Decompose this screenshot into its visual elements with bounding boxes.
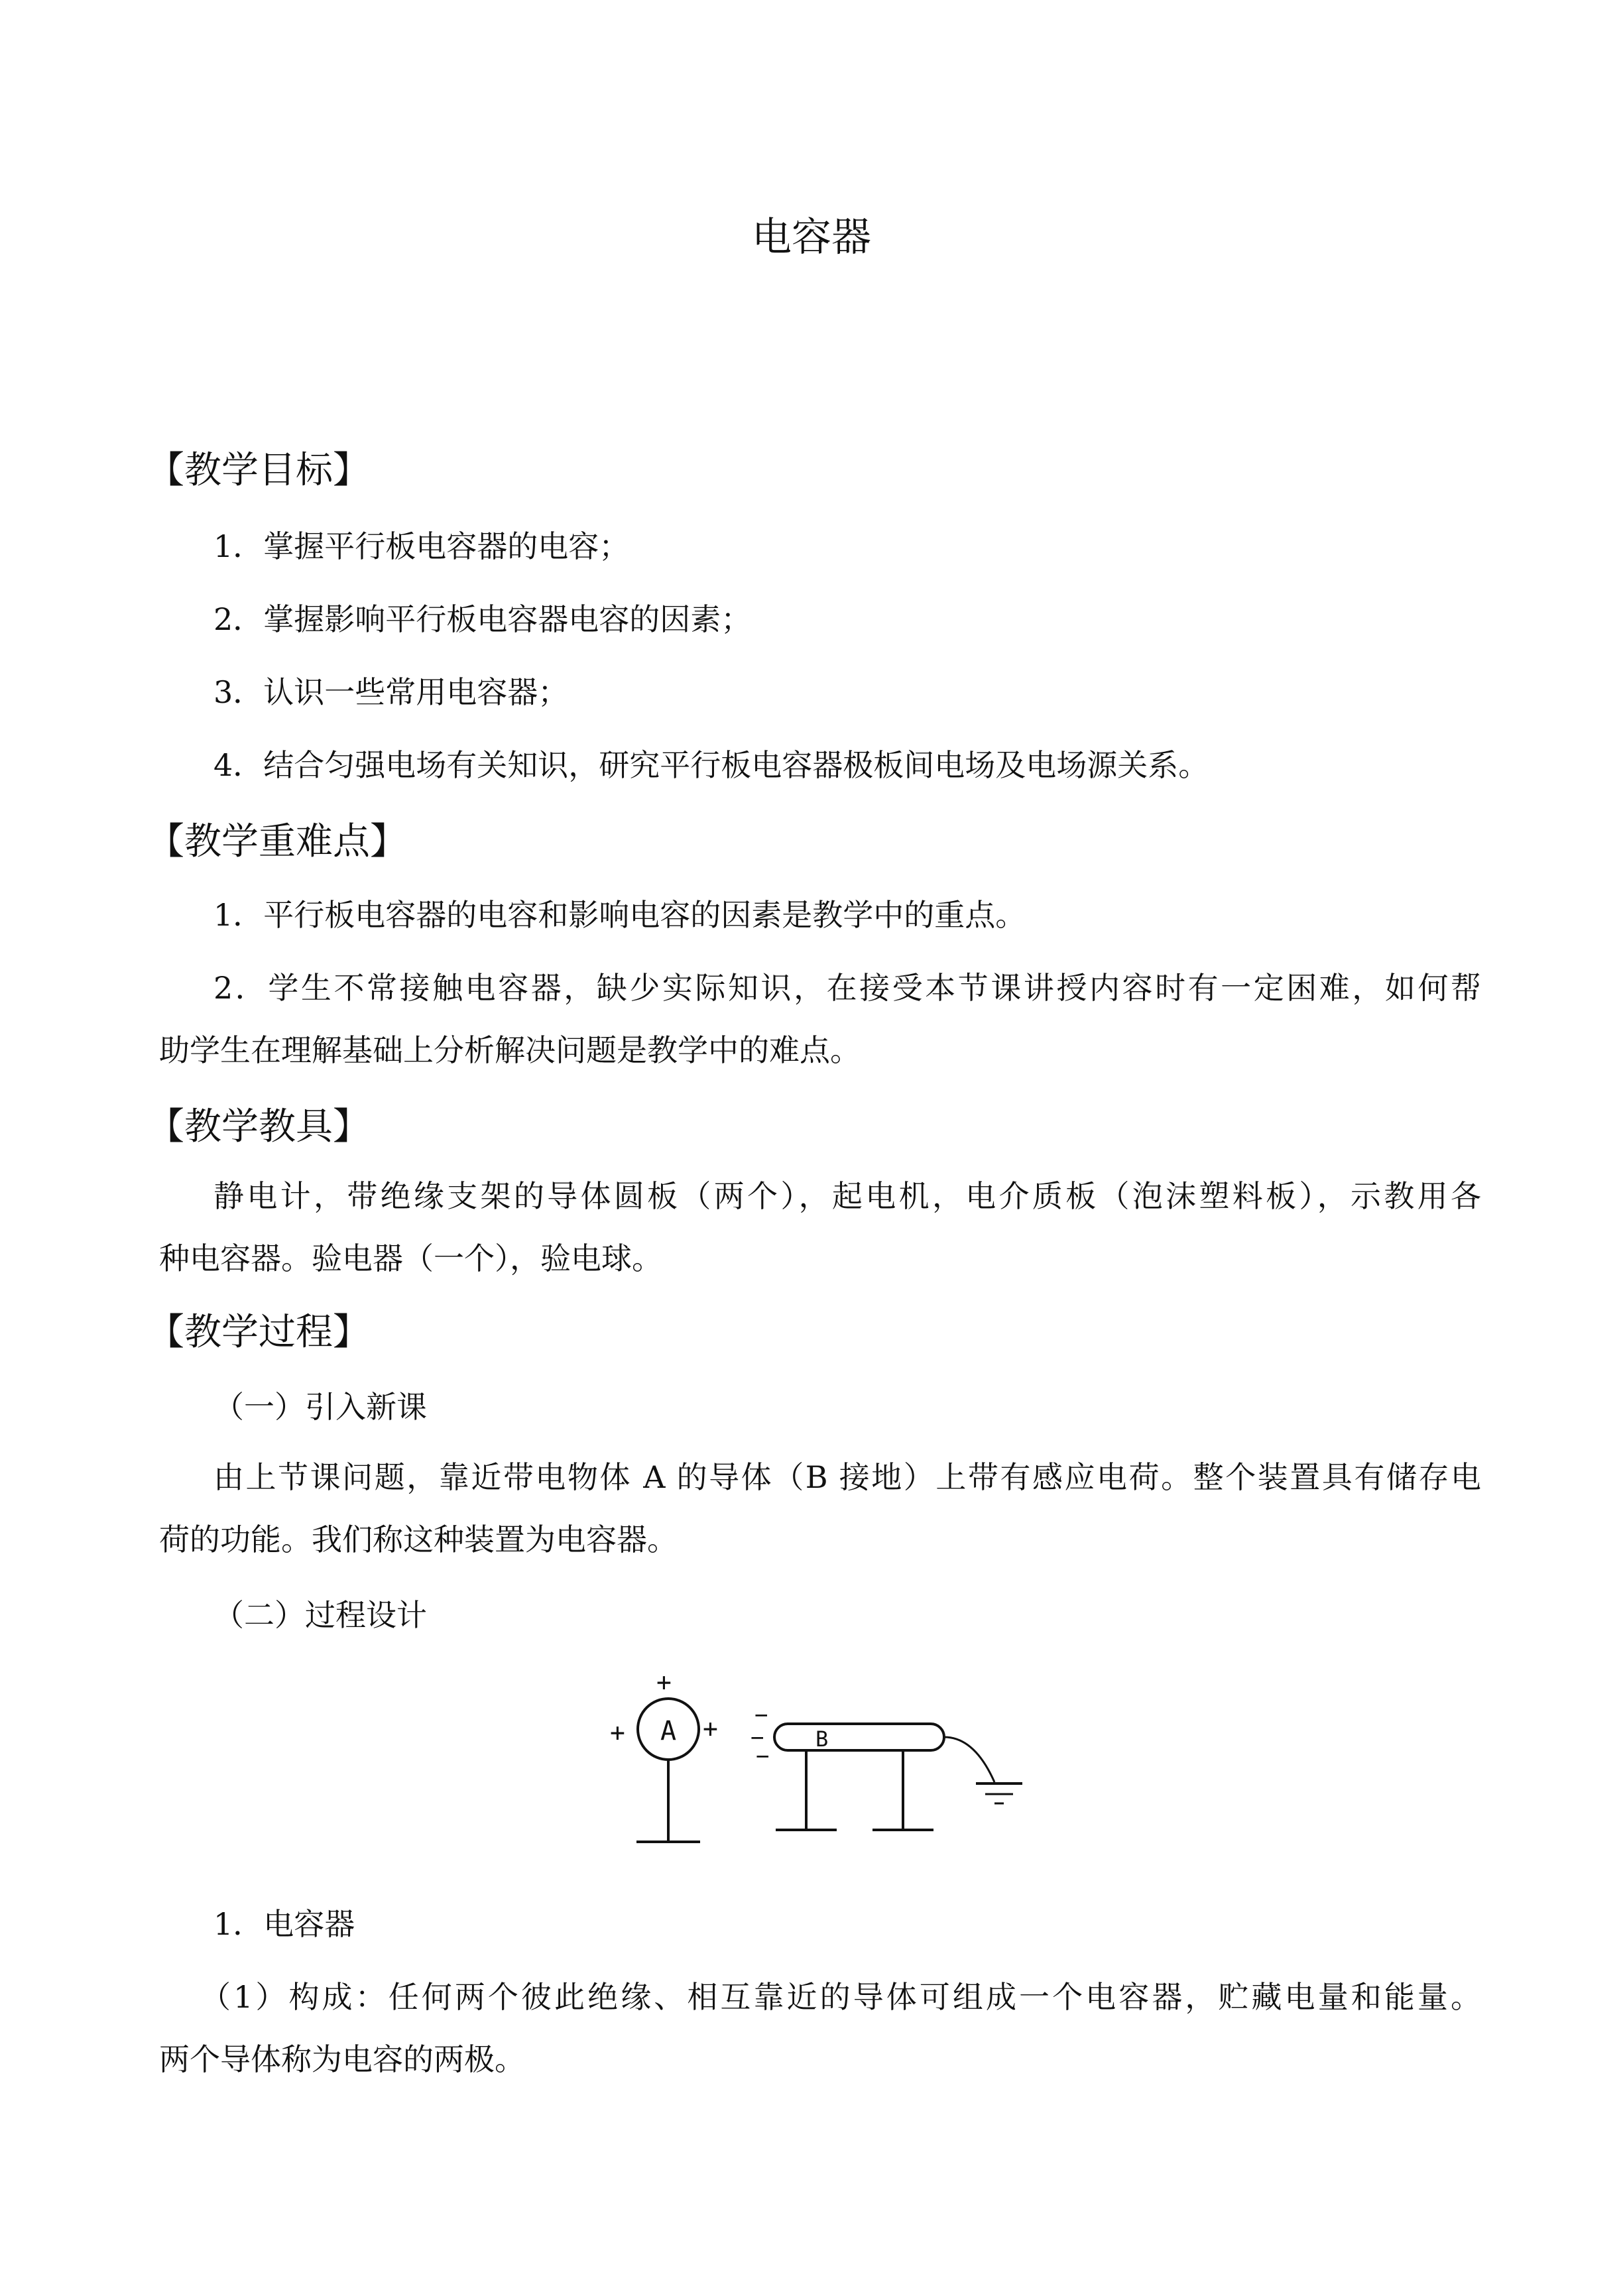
key-point-item: 2．学生不常接触电容器，缺少实际知识，在接受本节课讲授内容时有一定困难，如何帮 xyxy=(213,970,1481,1006)
section-heading-process: 【教学过程】 xyxy=(147,1311,370,1354)
minus-sign-bottom: − xyxy=(756,1743,770,1770)
label-b: B xyxy=(815,1726,829,1752)
plus-sign-left: + xyxy=(610,1718,625,1747)
key-point-item-continued: 助学生在理解基础上分析解决问题是教学中的难点。 xyxy=(159,1032,861,1068)
section-heading-key-points: 【教学重难点】 xyxy=(147,820,407,863)
tools-text: 静电计，带绝缘支架的导体圆板（两个），起电机，电介质板（泡沫塑料板），示教用各 xyxy=(213,1178,1481,1214)
label-a: A xyxy=(660,1716,677,1746)
tools-text-continued: 种电容器。验电器（一个），验电球。 xyxy=(159,1240,662,1276)
minus-sign-top: − xyxy=(754,1702,768,1728)
point-capacitor: 1．电容器 xyxy=(213,1906,355,1942)
induction-figure xyxy=(597,1671,1061,1856)
objective-item: 2．掌握影响平行板电容器电容的因素； xyxy=(213,601,752,637)
objective-item: 1．掌握平行板电容器的电容； xyxy=(213,528,630,564)
definition-text: （1）构成：任何两个彼此绝缘、相互靠近的导体可组成一个电容器，贮藏电量和能量。 xyxy=(200,1979,1481,2015)
plus-sign-top: + xyxy=(656,1671,672,1697)
minus-sign-middle: − xyxy=(751,1724,764,1751)
page-title: 电容器 xyxy=(752,214,871,261)
objective-item: 4．结合匀强电场有关知识，研究平行板电容器极板间电场及电场源关系。 xyxy=(213,747,1209,783)
section-heading-objectives: 【教学目标】 xyxy=(147,449,370,492)
plus-sign-right: + xyxy=(703,1714,718,1743)
section-heading-tools: 【教学教具】 xyxy=(147,1105,370,1148)
intro-text: 由上节课问题，靠近带电物体 A 的导体（B 接地）上带有感应电荷。整个装置具有储存电 xyxy=(213,1459,1481,1495)
definition-text-continued: 两个导体称为电容的两极。 xyxy=(159,2041,525,2077)
intro-text-continued: 荷的功能。我们称这种装置为电容器。 xyxy=(159,1522,678,1557)
key-point-item: 1．平行板电容器的电容和影响电容的因素是教学中的重点。 xyxy=(213,897,1026,933)
subheading-design: （二）过程设计 xyxy=(213,1597,427,1633)
conductor-b xyxy=(774,1724,944,1750)
ground-wire xyxy=(944,1737,994,1782)
objective-item: 3．认识一些常用电容器； xyxy=(213,674,569,710)
subheading-intro: （一）引入新课 xyxy=(213,1389,427,1425)
